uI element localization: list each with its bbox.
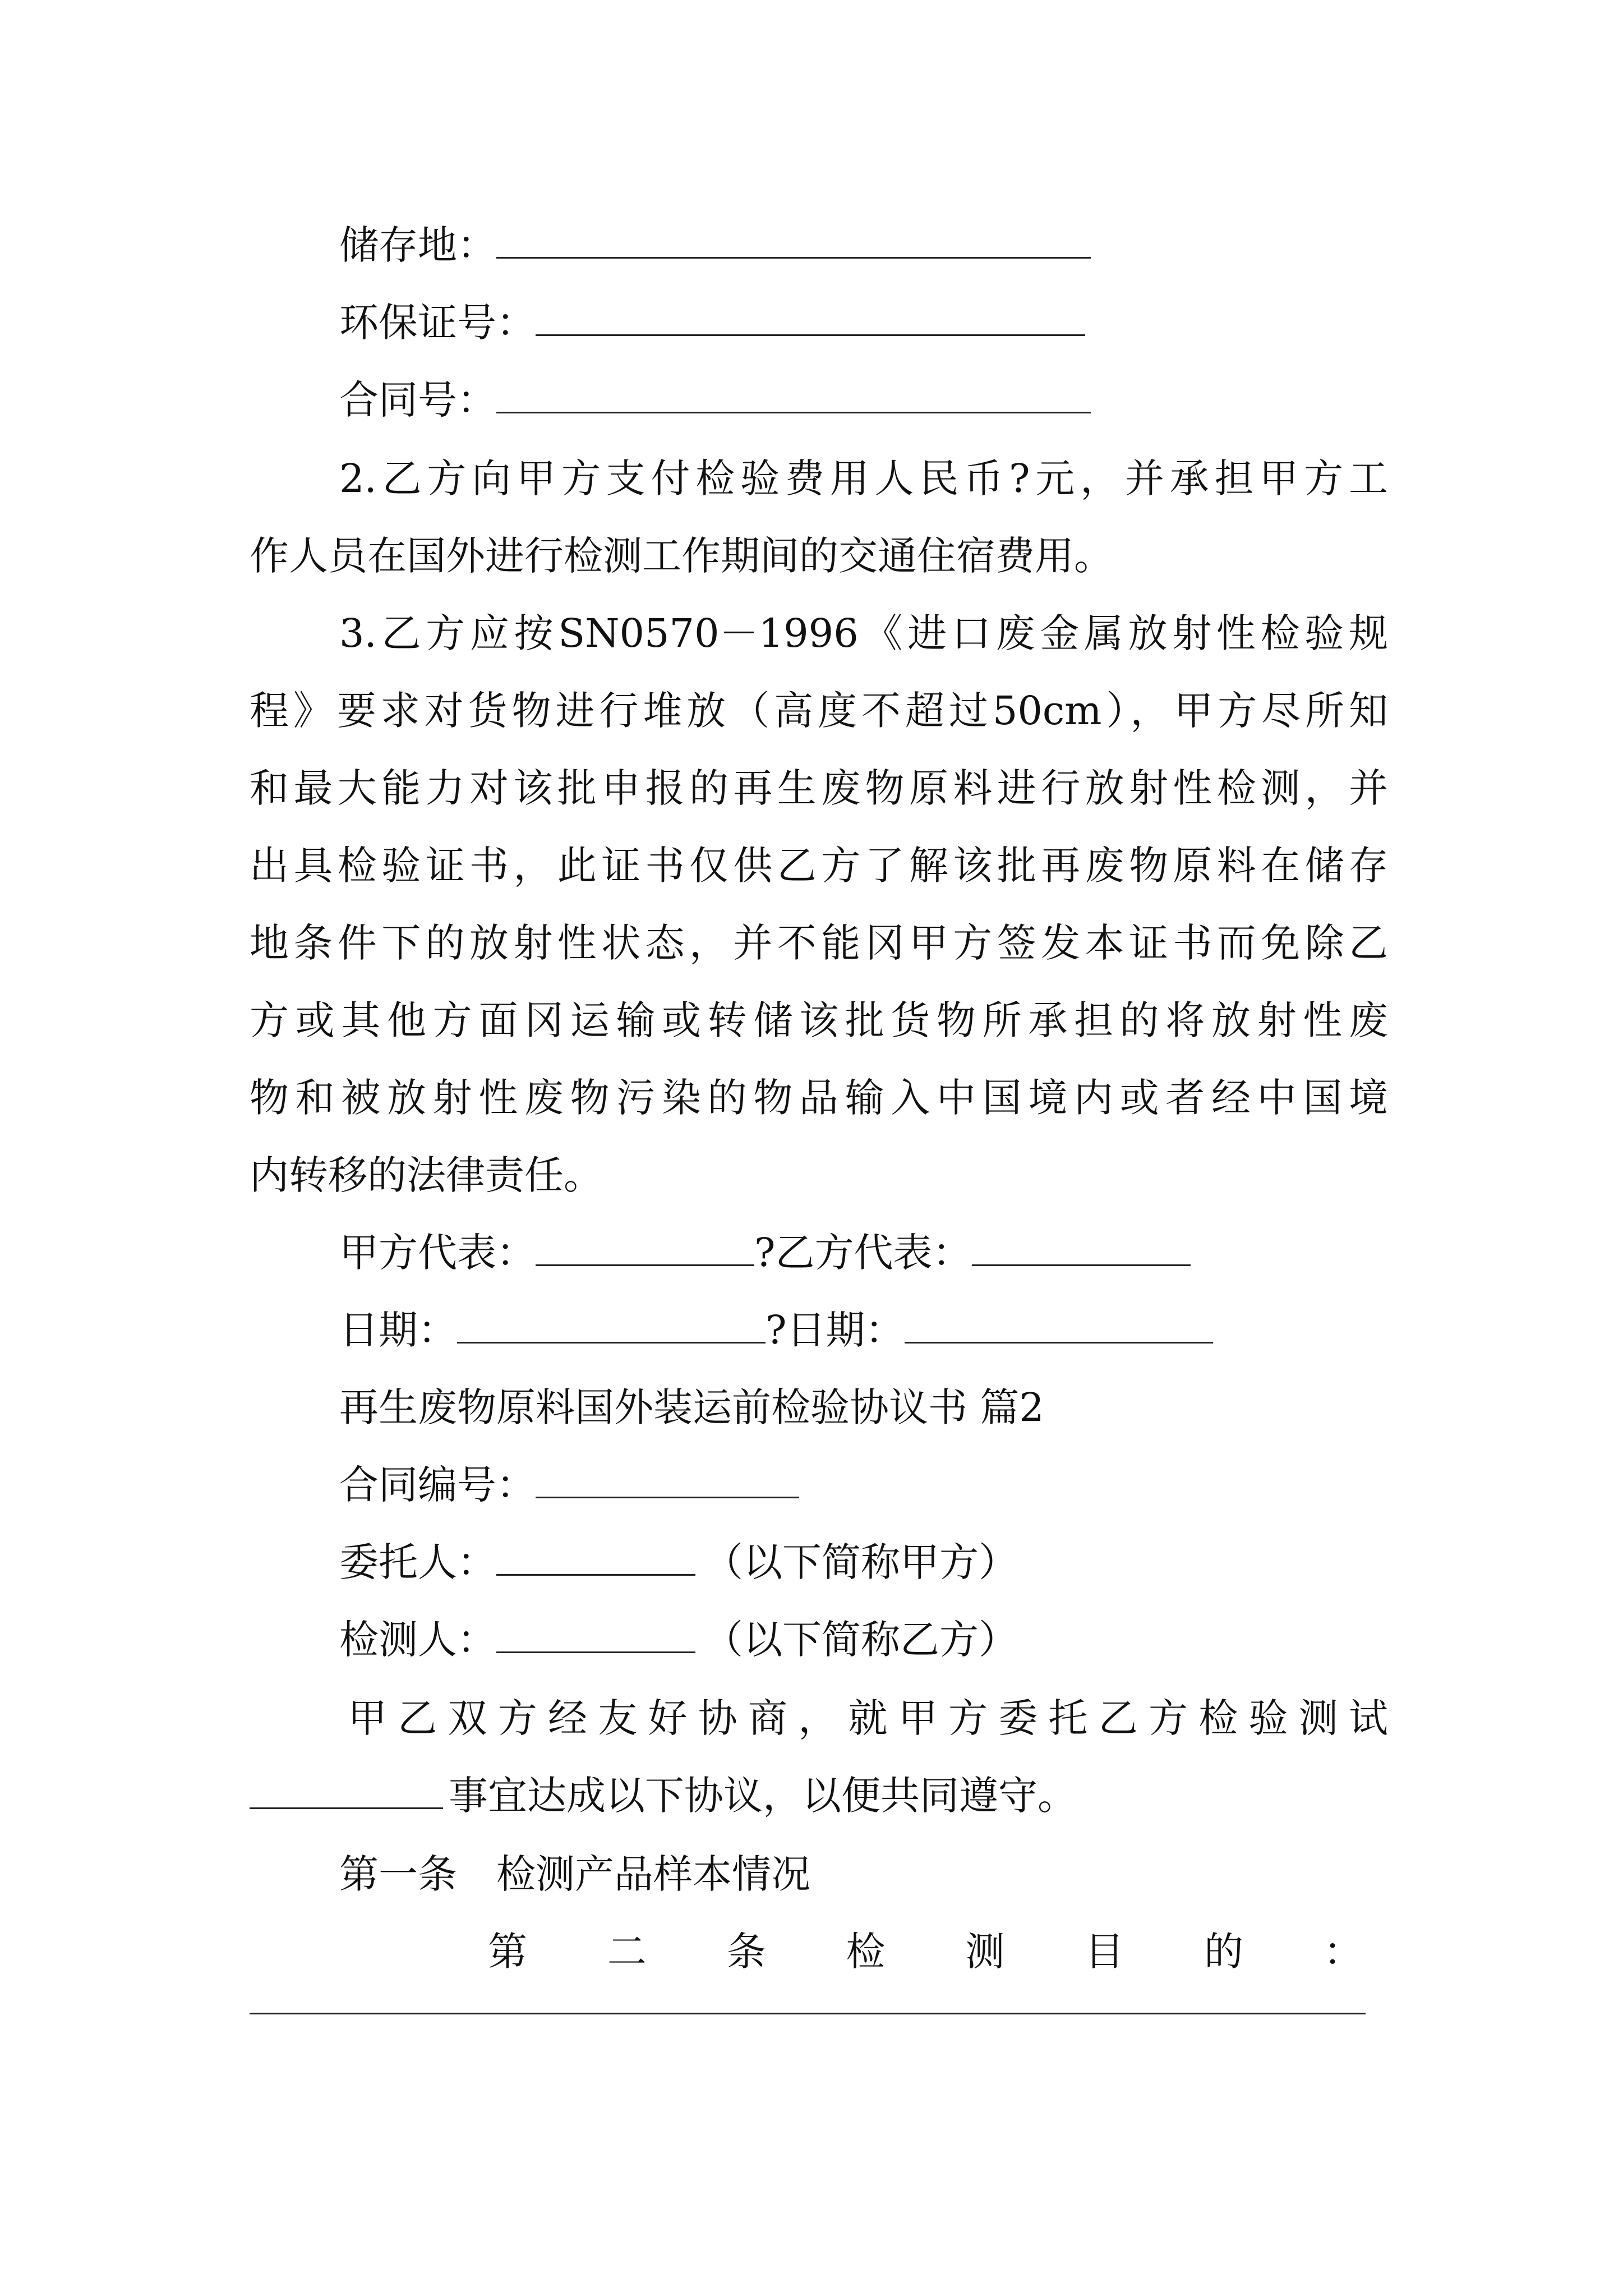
- date-blank-2: [905, 1305, 1213, 1343]
- client-blank: [496, 1537, 695, 1576]
- tester-field: [339, 1614, 1478, 1665]
- para3-line1: 3.乙方应按SN0570－1996《进口废金属放射性检验规: [339, 610, 1388, 656]
- article-2-char: 条: [726, 1929, 766, 1975]
- client-label: 委托人：: [339, 1539, 496, 1585]
- contract-number-label: 合同编号：: [339, 1462, 536, 1508]
- article-2-char: ：: [1323, 1929, 1363, 1975]
- env-cert-field: [339, 297, 1478, 348]
- date-blank: [457, 1305, 766, 1343]
- article-2-char: 目: [1085, 1929, 1124, 1975]
- article-2-char: 检: [846, 1929, 886, 1975]
- para3-line6: 方或其他方面冈运输或转储该批货物所承担的将放射性废: [250, 997, 1388, 1043]
- article-2-char: 第: [488, 1929, 527, 1975]
- para2-line2: 作人员在国外进行检测工作期间的交通住宿费用。: [250, 533, 1113, 579]
- party-b-rep-blank: [972, 1227, 1191, 1266]
- contract-number-blank: [536, 1460, 799, 1498]
- dates-line: [339, 1305, 1478, 1355]
- article-2-char: 的: [1204, 1929, 1244, 1975]
- intro-line1: 甲乙双方经友好协商，就甲方委托乙方检验测试: [348, 1695, 1388, 1741]
- contract-no-label: 合同号：: [339, 377, 496, 423]
- storage-label: 储存地：: [339, 222, 496, 268]
- article-2: [488, 1926, 1363, 1977]
- para3-line5: 地条件下的放射性状态，并不能冈甲方签发本证书而免除乙: [250, 920, 1388, 966]
- article-1: 第一条 检测产品样本情况: [339, 1851, 810, 1897]
- client-field: [339, 1537, 1478, 1588]
- intro-line2-text: 事宜达成以下协议，以便共同遵守。: [449, 1773, 1077, 1819]
- contract-no-field: [339, 375, 1478, 425]
- para3-line7: 物和被放射性废物污染的物品输入中国境内或者经中国境: [250, 1075, 1388, 1121]
- party-a-rep-blank: [536, 1227, 754, 1266]
- tester-blank: [496, 1614, 695, 1653]
- second-agreement-title: 再生废物原料国外装运前检验协议书 篇2: [339, 1384, 1044, 1430]
- storage-blank: [496, 220, 1091, 259]
- date-label: 日期：: [339, 1307, 457, 1353]
- contract-no-blank: [496, 375, 1091, 413]
- article-2-char: 测: [965, 1929, 1005, 1975]
- client-suffix: （以下简称甲方）: [704, 1539, 1018, 1585]
- representatives-line: [339, 1227, 1478, 1278]
- tester-label: 检测人：: [339, 1617, 496, 1663]
- intro-line2: [250, 1770, 1388, 1821]
- date-label-2: ?日期：: [766, 1307, 905, 1353]
- party-a-rep-label: 甲方代表：: [339, 1230, 536, 1276]
- para2-line1: 2.乙方向甲方支付检验费用人民币?元，并承担甲方工: [339, 455, 1388, 501]
- intro-blank: [250, 1770, 443, 1809]
- env-cert-label: 环保证号：: [339, 300, 536, 346]
- article-2-char: 二: [607, 1929, 647, 1975]
- tester-suffix: （以下简称乙方）: [704, 1617, 1018, 1663]
- para3-line2: 程》要求对货物进行堆放（高度不超过50cm），甲方尽所知: [250, 688, 1388, 734]
- party-b-rep-label: ?乙方代表：: [754, 1230, 972, 1276]
- env-cert-blank: [536, 297, 1085, 336]
- para3-line3: 和最大能力对该批申报的再生废物原料进行放射性检测，并: [250, 765, 1388, 811]
- storage-field: [339, 220, 1478, 270]
- article-2-blank-rule: [250, 2013, 1366, 2014]
- contract-number-field: [339, 1460, 1478, 1510]
- para3-line4: 出具检验证书，此证书仅供乙方了解该批再废物原料在储存: [250, 843, 1388, 889]
- para3-line8: 内转移的法律责任。: [250, 1152, 603, 1198]
